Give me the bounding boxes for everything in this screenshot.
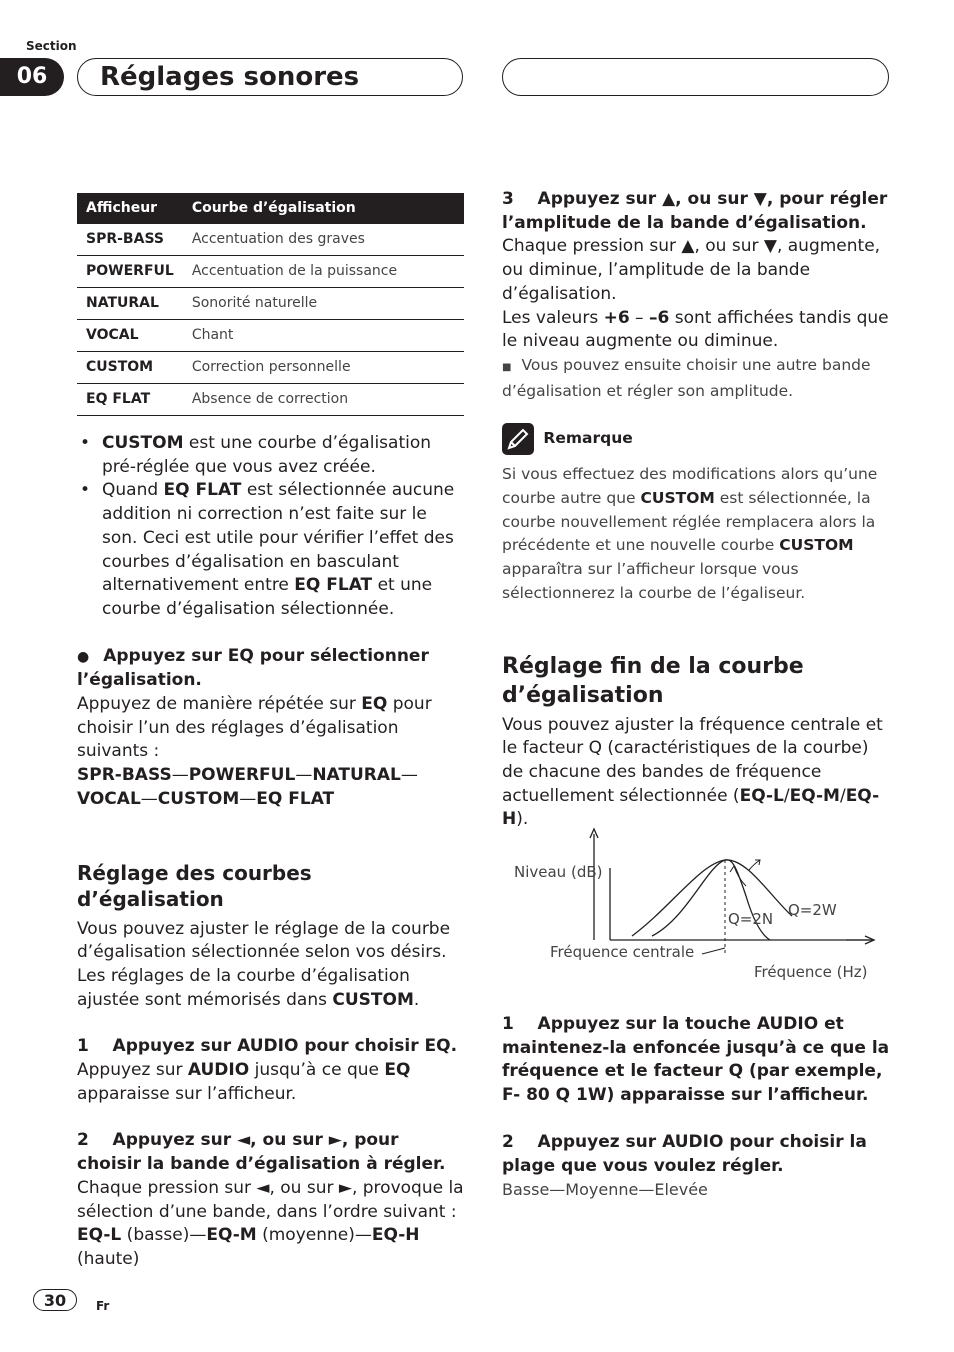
- step-3-subnote: ■ Vous pouvez ensuite choisir une autre bande d’égalisation et régler son amplitude.: [502, 355, 871, 400]
- table-cell-value: Accentuation des graves: [183, 224, 464, 256]
- table-cell-value: Correction personnelle: [183, 352, 464, 384]
- step-3-values: Les valeurs +6 – –6 sont affichées tandis que le niveau augmente ou diminue.: [502, 307, 889, 352]
- fin-step-1-heading: 1 Appuyez sur la touche AUDIO et maintenez-la enfoncée jusqu’à ce que la fréquence et le facteur Q (par exemple, F- 80 Q 1W) apparaisse sur l’afficheur.: [502, 1014, 890, 1106]
- step-2-body: Chaque pression sur ◄, ou sur ►, provoque la sélection d’une bande, dans l’ordre suivant :: [77, 1177, 464, 1222]
- step-2-heading: 2 Appuyez sur ◄, ou sur ►, pour choisir la bande d’égalisation à régler.: [77, 1130, 446, 1175]
- step-1-heading: 1 Appuyez sur AUDIO pour choisir EQ.: [77, 1036, 458, 1057]
- diagram-q2n-label: Q=2N: [728, 910, 774, 928]
- table-row: [77, 384, 464, 416]
- table-cell-key: VOCAL: [77, 320, 183, 352]
- bullet-eq-flat: • Quand EQ FLAT est sélectionnée aucune addition ni correction n’est faite sur le son. Ceci est utile pour vérifier l’effet des courbes d’égalisation en basculant alternativement entre EQ FLAT et une courbe d’égalisation sélectionnée.: [80, 480, 455, 619]
- table-row: [77, 320, 464, 352]
- heading-reglage-fin: Réglage fin de la courbe d’égalisation: [502, 653, 804, 708]
- right-column: [502, 188, 890, 832]
- step-3-heading: 3 Appuyez sur ▲, ou sur ▼, pour régler l’amplitude de la bande d’égalisation.: [502, 189, 888, 233]
- table-row: [77, 352, 464, 384]
- step-2-bands: EQ-L (basse)—EQ-M (moyenne)—EQ-H (haute): [77, 1225, 420, 1269]
- eq-instruction-body: Appuyez de manière répétée sur EQ pour choisir l’un des réglages d’égalisation suivants :: [77, 694, 432, 762]
- note-header: [502, 423, 890, 457]
- table-row: [77, 256, 464, 288]
- table-header-courbe: Courbe d’égalisation: [183, 193, 464, 224]
- fin-step-2-body: Basse—Moyenne—Elevée: [502, 1180, 708, 1200]
- table-row: [77, 224, 464, 256]
- step-1-body: Appuyez sur AUDIO jusqu’à ce que EQ apparaisse sur l’afficheur.: [77, 1060, 411, 1104]
- table-cell-key: EQ FLAT: [77, 384, 183, 416]
- right-column-lower: [502, 1013, 890, 1202]
- diagram-y-label: Niveau (dB): [514, 863, 603, 881]
- courbes-body: Vous pouvez ajuster le réglage de la courbe d’égalisation sélectionnée selon vos désirs. Les réglages de la courbe d’égalisation ajustée sont mémorisés dans CUSTOM.: [77, 918, 451, 1010]
- page-title: Réglages sonores: [100, 62, 360, 92]
- table-cell-key: CUSTOM: [77, 352, 183, 384]
- fin-step-2-heading: 2 Appuyez sur AUDIO pour choisir la plage que vous voulez régler.: [502, 1131, 867, 1176]
- table-cell-value: Sonorité naturelle: [183, 288, 464, 320]
- left-column: [77, 193, 465, 1272]
- page-number: 30: [33, 1289, 77, 1311]
- section-number: 06: [0, 58, 64, 96]
- table-cell-key: POWERFUL: [77, 256, 183, 288]
- eq-instruction-heading: ● Appuyez sur EQ pour sélectionner l’égalisation.: [77, 645, 429, 691]
- section-label: Section: [26, 39, 77, 53]
- step-3-body: Chaque pression sur ▲, ou sur ▼, augmente, ou diminue, l’amplitude de la bande d’égalisation.: [502, 236, 881, 304]
- eq-table: [77, 193, 464, 416]
- diagram-x-label: Fréquence (Hz): [754, 963, 868, 981]
- note-title: Remarque: [543, 429, 633, 448]
- diagram-q2w-label: Q=2W: [788, 901, 837, 919]
- note-pencil-icon: [502, 423, 534, 455]
- eq-curve-diagram: [502, 826, 890, 991]
- table-cell-value: Chant: [183, 320, 464, 352]
- right-header-frame: [502, 58, 889, 96]
- heading-reglage-courbes: Réglage des courbes d’égalisation: [77, 860, 312, 911]
- table-cell-key: NATURAL: [77, 288, 183, 320]
- table-cell-key: SPR-BASS: [77, 224, 183, 256]
- table-header-afficheur: Afficheur: [77, 193, 183, 224]
- bullet-custom: • CUSTOM est une courbe d’égalisation pré-réglée que vous avez créée.: [80, 433, 432, 477]
- eq-sequence: SPR-BASS—POWERFUL—NATURAL— VOCAL—CUSTOM—EQ FLAT: [77, 765, 418, 809]
- page-language: Fr: [96, 1299, 110, 1313]
- table-cell-value: Accentuation de la puissance: [183, 256, 464, 288]
- table-cell-value: Absence de correction: [183, 384, 464, 416]
- fin-body: Vous pouvez ajuster la fréquence centrale et le facteur Q (caractéristiques de la courbe) de chacune des bandes de fréquence actuellement sélectionnée (EQ-L/EQ-M/EQ-H).: [502, 714, 883, 830]
- table-row: [77, 288, 464, 320]
- note-body: Si vous effectuez des modifications alors qu’une courbe autre que CUSTOM est sélectionnée, la courbe nouvellement réglée remplacera alors la précédente et une nouvelle courbe CUSTOM apparaîtra sur l’afficheur lorsque vous sélectionnerez la courbe de l’égaliseur.: [502, 465, 878, 602]
- diagram-center-label: Fréquence centrale: [550, 943, 695, 961]
